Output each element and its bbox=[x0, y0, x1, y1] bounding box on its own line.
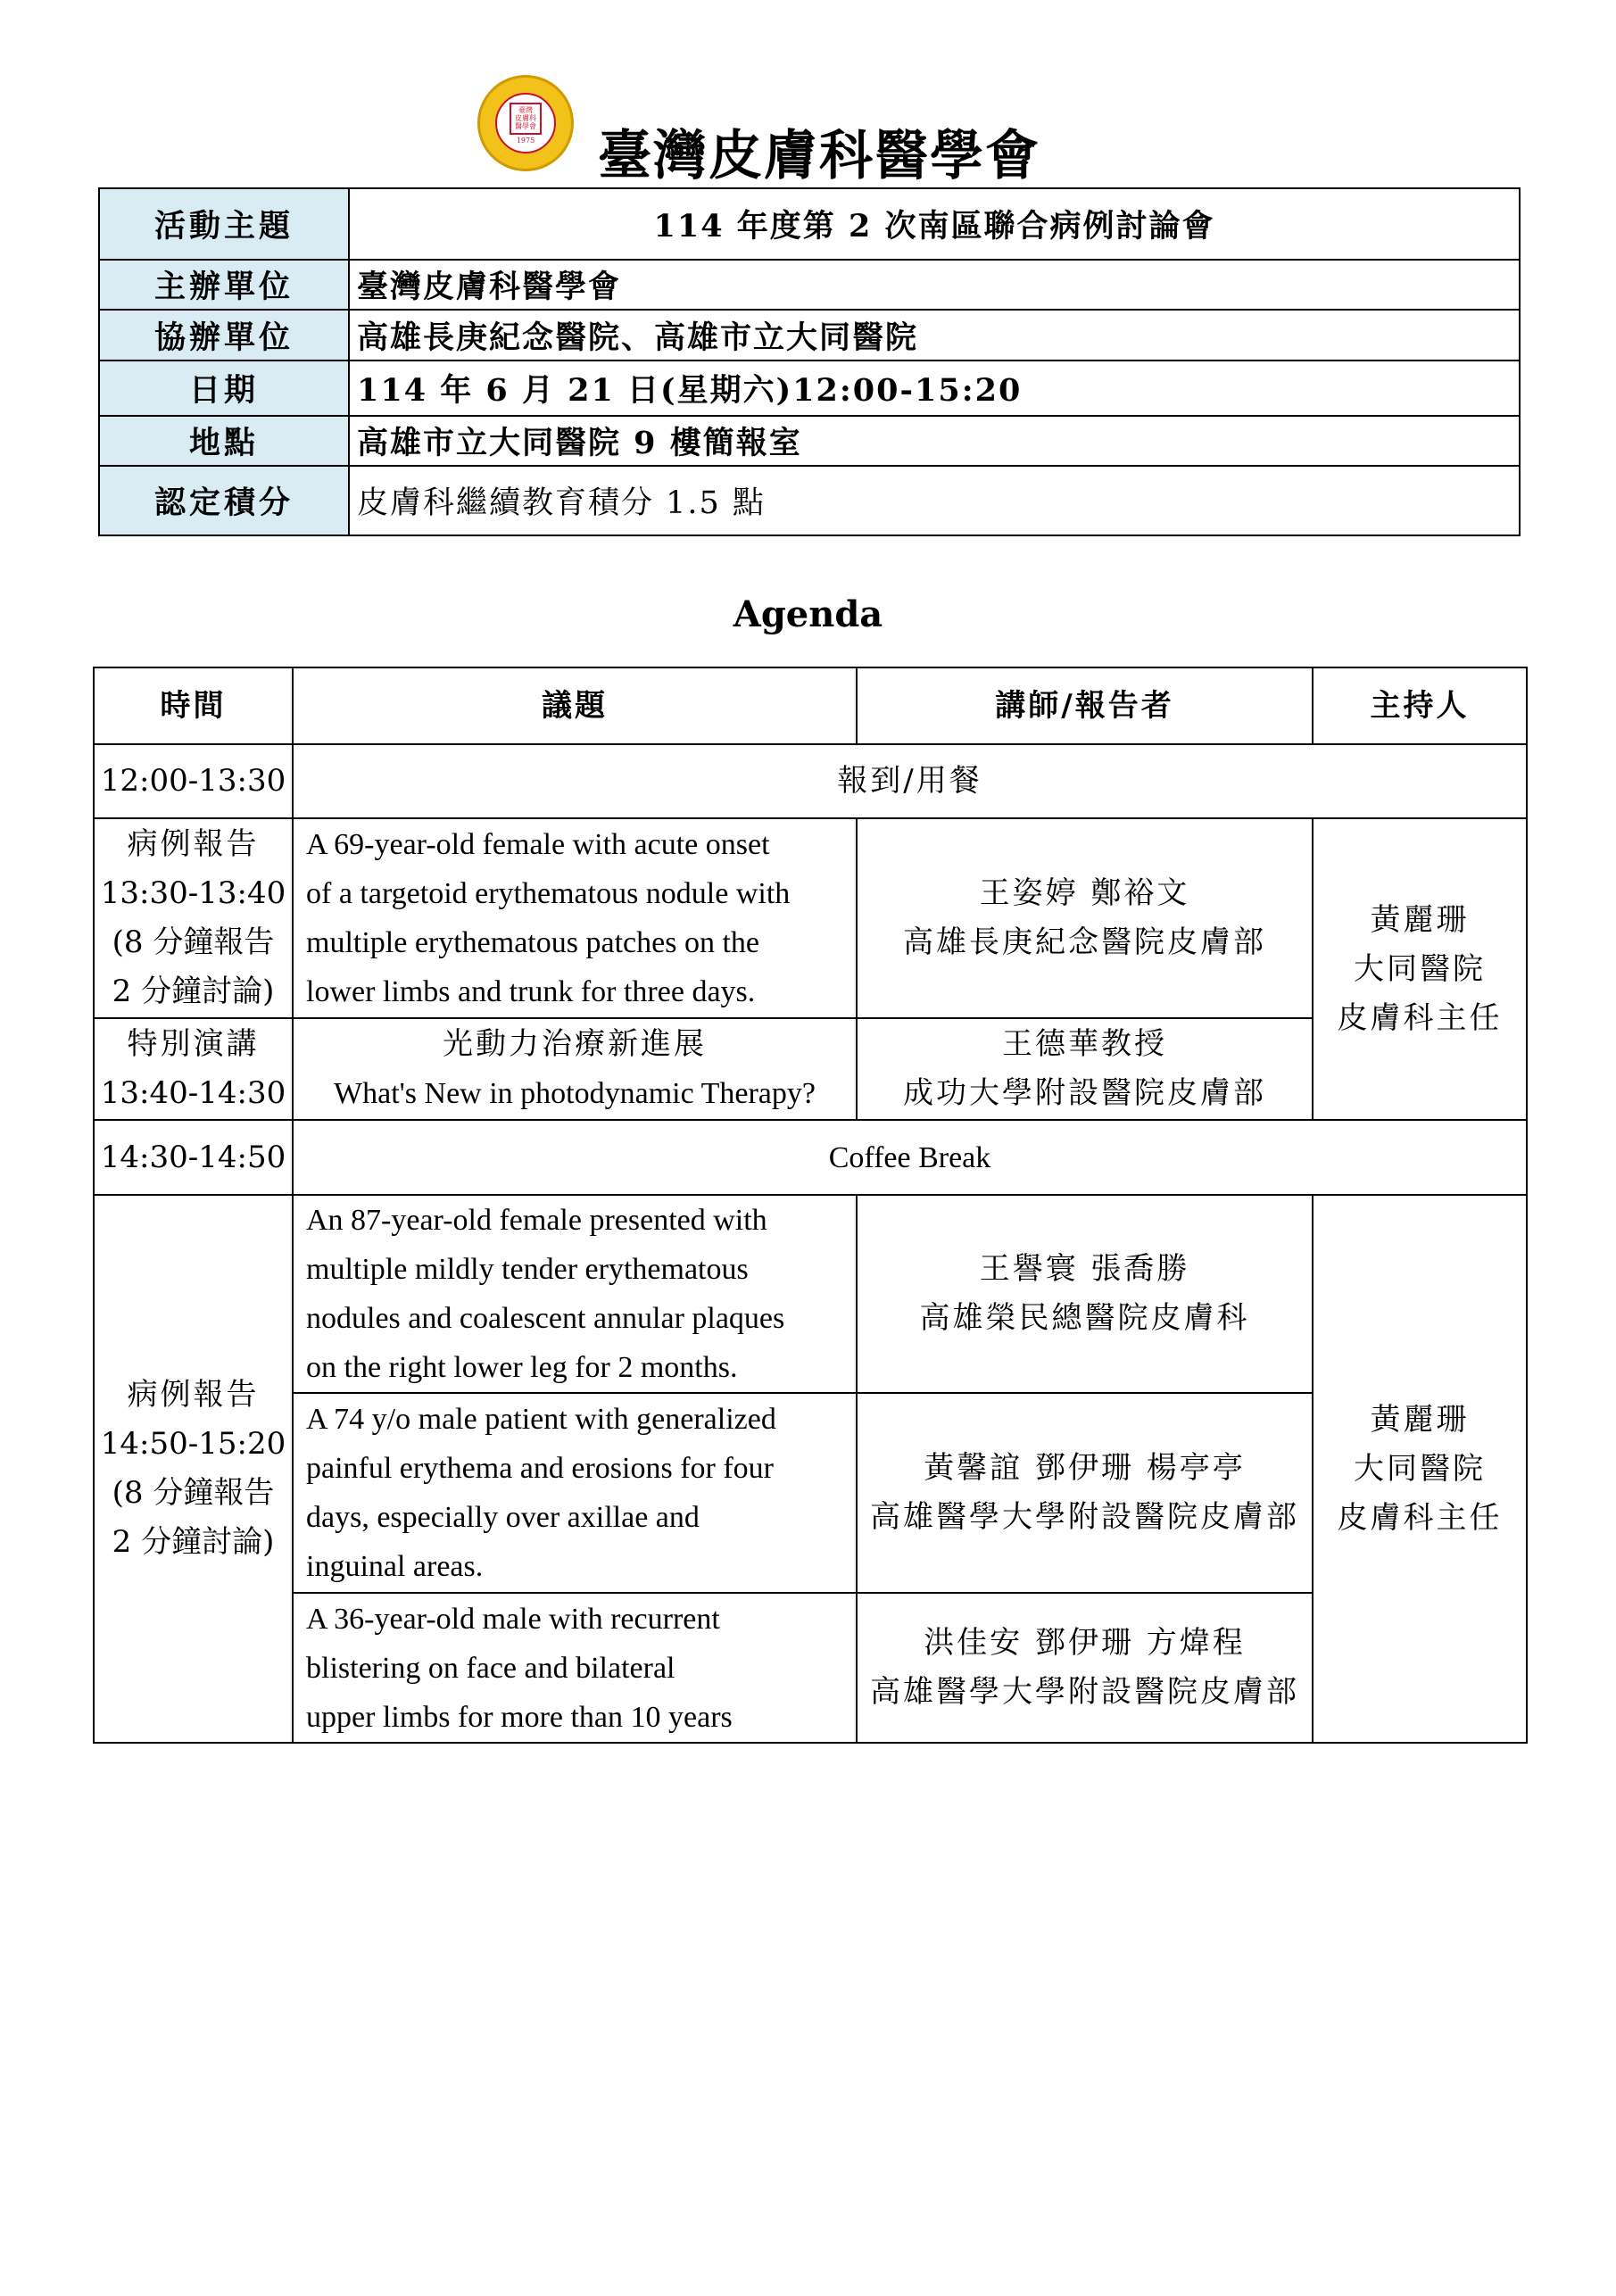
speaker-cell bbox=[857, 1195, 1313, 1393]
info-value: 114 年度第 2 次南區聯合病例討論會 bbox=[349, 188, 1520, 260]
agenda-title: Agenda bbox=[733, 593, 883, 635]
logo-year: 1975 bbox=[516, 136, 535, 145]
info-label: 認定積分 bbox=[99, 466, 349, 535]
time-line: 13:40-14:30 bbox=[100, 1075, 286, 1111]
topic-line: An 87-year-old female presented with bbox=[306, 1204, 767, 1237]
host-cell bbox=[1313, 1195, 1527, 1743]
info-row-theme bbox=[99, 188, 1520, 260]
topic-line: A 36-year-old male with recurrent bbox=[306, 1602, 720, 1636]
topic-cell bbox=[293, 1393, 857, 1593]
topic-line: blistering on face and bilateral bbox=[306, 1651, 675, 1685]
agenda-row-coffee-break bbox=[94, 1120, 1527, 1195]
host-name: 黃麗珊 bbox=[1370, 1401, 1470, 1438]
topic-line: inguinal areas. bbox=[306, 1550, 484, 1583]
topic-line: painful erythema and erosions for four bbox=[306, 1452, 774, 1485]
logo-text: 醫學會 bbox=[515, 122, 536, 130]
topic-cell bbox=[293, 1593, 857, 1743]
time-line: 14:50-15:20 bbox=[100, 1426, 286, 1462]
agenda-row-case4 bbox=[94, 1593, 1527, 1743]
speaker-affiliation: 高雄醫學大學附設醫院皮膚部 bbox=[870, 1674, 1299, 1710]
association-logo bbox=[477, 75, 574, 171]
topic-line: multiple mildly tender erythematous bbox=[306, 1253, 749, 1286]
speaker-affiliation: 高雄榮民總醫院皮膚科 bbox=[919, 1300, 1250, 1336]
info-row-location bbox=[99, 416, 1520, 466]
logo-text: 臺灣 bbox=[518, 106, 533, 114]
topic-cell bbox=[293, 1018, 857, 1120]
topic-line: 光動力治療新進展 bbox=[443, 1028, 707, 1061]
time-line: 2 分鐘討論) bbox=[112, 974, 275, 1009]
host-title: 皮膚科主任 bbox=[1337, 999, 1503, 1036]
speaker-affiliation: 高雄長庚紀念醫院皮膚部 bbox=[903, 924, 1266, 960]
info-row-credits bbox=[99, 466, 1520, 535]
info-value: 高雄市立大同醫院 9 樓簡報室 bbox=[349, 416, 1520, 466]
topic-line: days, especially over axillae and bbox=[306, 1501, 700, 1534]
agenda-row-case1 bbox=[94, 818, 1527, 1018]
topic-line: of a targetoid erythematous nodule with bbox=[306, 877, 791, 910]
speaker-cell bbox=[857, 1593, 1313, 1743]
logo-emblem bbox=[510, 103, 542, 135]
topic-line: What's New in photodynamic Therapy? bbox=[334, 1077, 816, 1110]
topic-line: multiple erythematous patches on the bbox=[306, 926, 759, 959]
topic-cell: 報到/用餐 bbox=[293, 744, 1527, 818]
time-line: 13:30-13:40 bbox=[100, 875, 286, 911]
host-hospital: 大同醫院 bbox=[1354, 1450, 1486, 1487]
time-line: 病例報告 bbox=[127, 1377, 260, 1413]
topic-cell bbox=[293, 818, 857, 1018]
agenda-row-case2 bbox=[94, 1195, 1527, 1393]
time-cell bbox=[94, 1018, 293, 1120]
info-label: 主辦單位 bbox=[99, 260, 349, 310]
info-value: 皮膚科繼續教育積分 1.5 點 bbox=[349, 466, 1520, 535]
speaker-cell bbox=[857, 1018, 1313, 1120]
speaker-cell bbox=[857, 818, 1313, 1018]
organization-title: 臺灣皮膚科醫學會 bbox=[598, 125, 1040, 187]
time-line: (8 分鐘報告 bbox=[112, 924, 275, 960]
host-title: 皮膚科主任 bbox=[1337, 1499, 1503, 1536]
time-cell bbox=[94, 818, 293, 1018]
time-line: 病例報告 bbox=[127, 826, 260, 862]
header-host: 主持人 bbox=[1313, 667, 1527, 744]
topic-line: lower limbs and trunk for three days. bbox=[306, 975, 756, 1008]
info-value: 114 年 6 月 21 日(星期六)12:00-15:20 bbox=[349, 361, 1520, 416]
host-name: 黃麗珊 bbox=[1370, 901, 1470, 938]
topic-cell bbox=[293, 1195, 857, 1393]
info-label: 協辦單位 bbox=[99, 310, 349, 361]
host-cell bbox=[1313, 818, 1527, 1120]
info-row-coorganizer bbox=[99, 310, 1520, 361]
agenda-row-special-lecture bbox=[94, 1018, 1527, 1120]
host-hospital: 大同醫院 bbox=[1354, 950, 1486, 987]
speaker-names: 黃馨誼 鄧伊珊 楊亭亭 bbox=[924, 1450, 1246, 1486]
header-topic: 議題 bbox=[293, 667, 857, 744]
header-time: 時間 bbox=[94, 667, 293, 744]
speaker-affiliation: 高雄醫學大學附設醫院皮膚部 bbox=[870, 1499, 1299, 1535]
topic-line: nodules and coalescent annular plaques bbox=[306, 1302, 785, 1335]
time-line: 2 分鐘討論) bbox=[112, 1524, 275, 1560]
speaker-names: 洪佳安 鄧伊珊 方煒程 bbox=[924, 1625, 1246, 1661]
info-row-organizer bbox=[99, 260, 1520, 310]
info-value: 臺灣皮膚科醫學會 bbox=[349, 260, 1520, 310]
topic-line: upper limbs for more than 10 years bbox=[306, 1700, 733, 1734]
time-line: (8 分鐘報告 bbox=[112, 1475, 275, 1511]
info-value: 高雄長庚紀念醫院、高雄市立大同醫院 bbox=[349, 310, 1520, 361]
topic-cell: Coffee Break bbox=[293, 1120, 1527, 1195]
topic-line: A 74 y/o male patient with generalized bbox=[306, 1403, 776, 1436]
info-label: 日期 bbox=[99, 361, 349, 416]
topic-line: A 69-year-old female with acute onset bbox=[306, 828, 770, 861]
agenda-row-case3 bbox=[94, 1393, 1527, 1593]
agenda-header-row bbox=[94, 667, 1527, 744]
header-speaker: 講師/報告者 bbox=[857, 667, 1313, 744]
agenda-table bbox=[93, 667, 1528, 1744]
speaker-affiliation: 成功大學附設醫院皮膚部 bbox=[903, 1075, 1266, 1111]
speaker-names: 王譽寰 張喬勝 bbox=[979, 1251, 1190, 1287]
speaker-names: 王德華教授 bbox=[1002, 1026, 1167, 1062]
event-info-table bbox=[98, 187, 1521, 536]
time-line: 特別演講 bbox=[127, 1026, 260, 1062]
topic-line: on the right lower leg for 2 months. bbox=[306, 1351, 738, 1384]
time-cell: 14:30-14:50 bbox=[94, 1120, 293, 1195]
speaker-names: 王姿婷 鄭裕文 bbox=[979, 875, 1190, 911]
info-label: 活動主題 bbox=[99, 188, 349, 260]
info-label: 地點 bbox=[99, 416, 349, 466]
info-row-date bbox=[99, 361, 1520, 416]
speaker-cell bbox=[857, 1393, 1313, 1593]
logo-text: 皮膚科 bbox=[515, 114, 536, 122]
agenda-row-checkin bbox=[94, 744, 1527, 818]
time-cell: 12:00-13:30 bbox=[94, 744, 293, 818]
time-cell bbox=[94, 1195, 293, 1743]
